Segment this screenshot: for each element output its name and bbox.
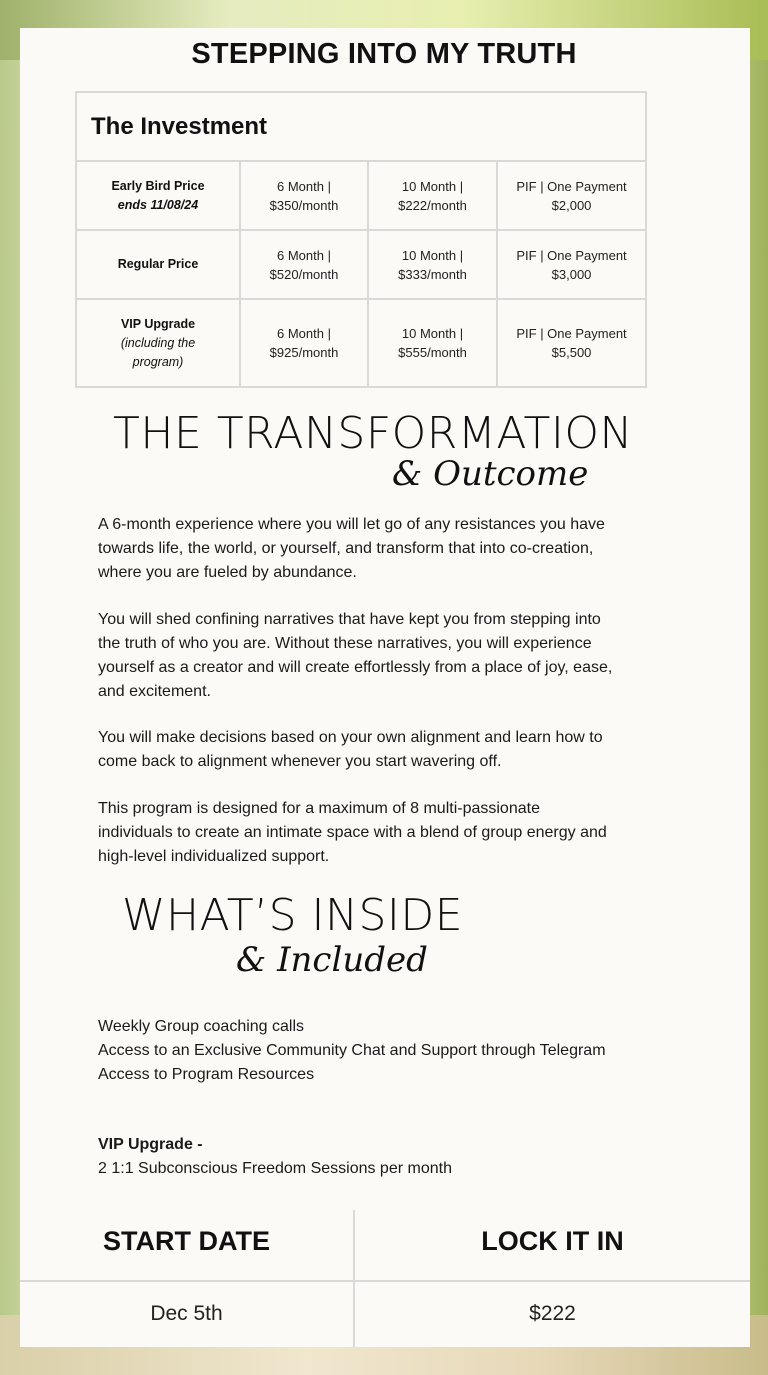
plan-term: PIF | One Payment xyxy=(516,326,627,341)
lock-it-in-label: LOCK IT IN xyxy=(481,1226,624,1256)
start-date-value: Dec 5th xyxy=(150,1302,223,1325)
table-row xyxy=(76,161,646,230)
plan-price: $520/month xyxy=(269,266,339,282)
vip-upgrade-label: VIP Upgrade - xyxy=(98,1136,203,1153)
plan-term: PIF | One Payment xyxy=(516,178,627,194)
list-item: Access to an Exclusive Community Chat and Support through Telegram xyxy=(98,1042,606,1059)
vip-label: VIP Upgrade xyxy=(120,316,196,331)
vip-note: program) xyxy=(132,354,184,369)
plan-price: $925/month xyxy=(269,345,339,360)
plan-price: $3,000 xyxy=(551,266,592,282)
table-row xyxy=(76,230,646,299)
start-date-label: START DATE xyxy=(103,1226,270,1256)
inside-script-subheading: & Included xyxy=(236,940,428,980)
price-cell xyxy=(497,299,646,387)
summary-grid xyxy=(20,1210,750,1347)
price-cell xyxy=(497,230,646,299)
list-item: Weekly Group coaching calls xyxy=(98,1018,305,1035)
plan-price: $5,500 xyxy=(551,345,592,360)
row-label-early-bird xyxy=(76,161,240,230)
plan-term: 10 Month | xyxy=(401,178,464,194)
plan-term: PIF | One Payment xyxy=(516,247,627,263)
vip-section xyxy=(98,1133,618,1181)
transformation-paragraph-2: You will shed confining narratives that have kept you from stepping into the truth of who you are. Without these narratives, you will experience yourself as a creator and will create effortlessly from a place of joy, ease, and excitement. xyxy=(98,611,613,700)
early-bird-deadline: ends 11/08/24 xyxy=(117,197,199,212)
page-title: STEPPING INTO MY TRUTH xyxy=(191,38,577,70)
investment-table xyxy=(75,91,647,388)
lock-it-in-value: $222 xyxy=(529,1302,576,1325)
inside-heading: WHAT’S INSIDE xyxy=(122,890,464,941)
plan-price: $350/month xyxy=(269,197,339,213)
early-bird-label: Early Bird Price xyxy=(111,178,205,193)
transformation-paragraph-3: You will make decisions based on your own alignment and learn how to come back to alignment whenever you start wavering off. xyxy=(98,729,603,770)
transformation-script-subheading: & Outcome xyxy=(392,454,589,494)
inside-list xyxy=(98,1015,618,1087)
price-cell xyxy=(240,230,368,299)
list-item: Access to Program Resources xyxy=(98,1066,315,1083)
row-label-regular xyxy=(76,230,240,299)
vip-note: (including the xyxy=(120,335,196,350)
price-cell xyxy=(368,230,497,299)
plan-term: 6 Month | xyxy=(277,178,331,194)
price-cell xyxy=(368,161,497,230)
transformation-paragraph-4: This program is designed for a maximum of 8 multi-passionate individuals to create an intimate space with a blend of group energy and high-level individualized support. xyxy=(98,800,607,865)
investment-header-row xyxy=(76,92,646,161)
transformation-paragraph-1: A 6-month experience where you will let go of any resistances you have towards life, the world, or yourself, and transform that into co-creation, where you are fueled by abundance. xyxy=(98,516,605,581)
table-row xyxy=(76,299,646,387)
row-label-vip xyxy=(76,299,240,387)
plan-term: 6 Month | xyxy=(277,247,331,263)
vip-upgrade-item: 2 1:1 Subconscious Freedom Sessions per month xyxy=(98,1160,452,1177)
plan-price: $2,000 xyxy=(551,197,592,213)
price-cell xyxy=(240,299,368,387)
price-cell xyxy=(497,161,646,230)
price-cell xyxy=(240,161,368,230)
plan-term: 10 Month | xyxy=(401,247,464,263)
transformation-heading: THE TRANSFORMATION xyxy=(113,408,633,459)
plan-term: 6 Month | xyxy=(277,326,331,341)
divider xyxy=(20,1280,750,1282)
plan-price: $222/month xyxy=(398,197,467,213)
investment-heading: The Investment xyxy=(76,92,646,161)
price-cell xyxy=(368,299,497,387)
regular-price-label: Regular Price xyxy=(117,257,199,271)
plan-price: $333/month xyxy=(398,266,467,282)
plan-term: 10 Month | xyxy=(401,326,464,341)
plan-price: $555/month xyxy=(398,345,467,360)
